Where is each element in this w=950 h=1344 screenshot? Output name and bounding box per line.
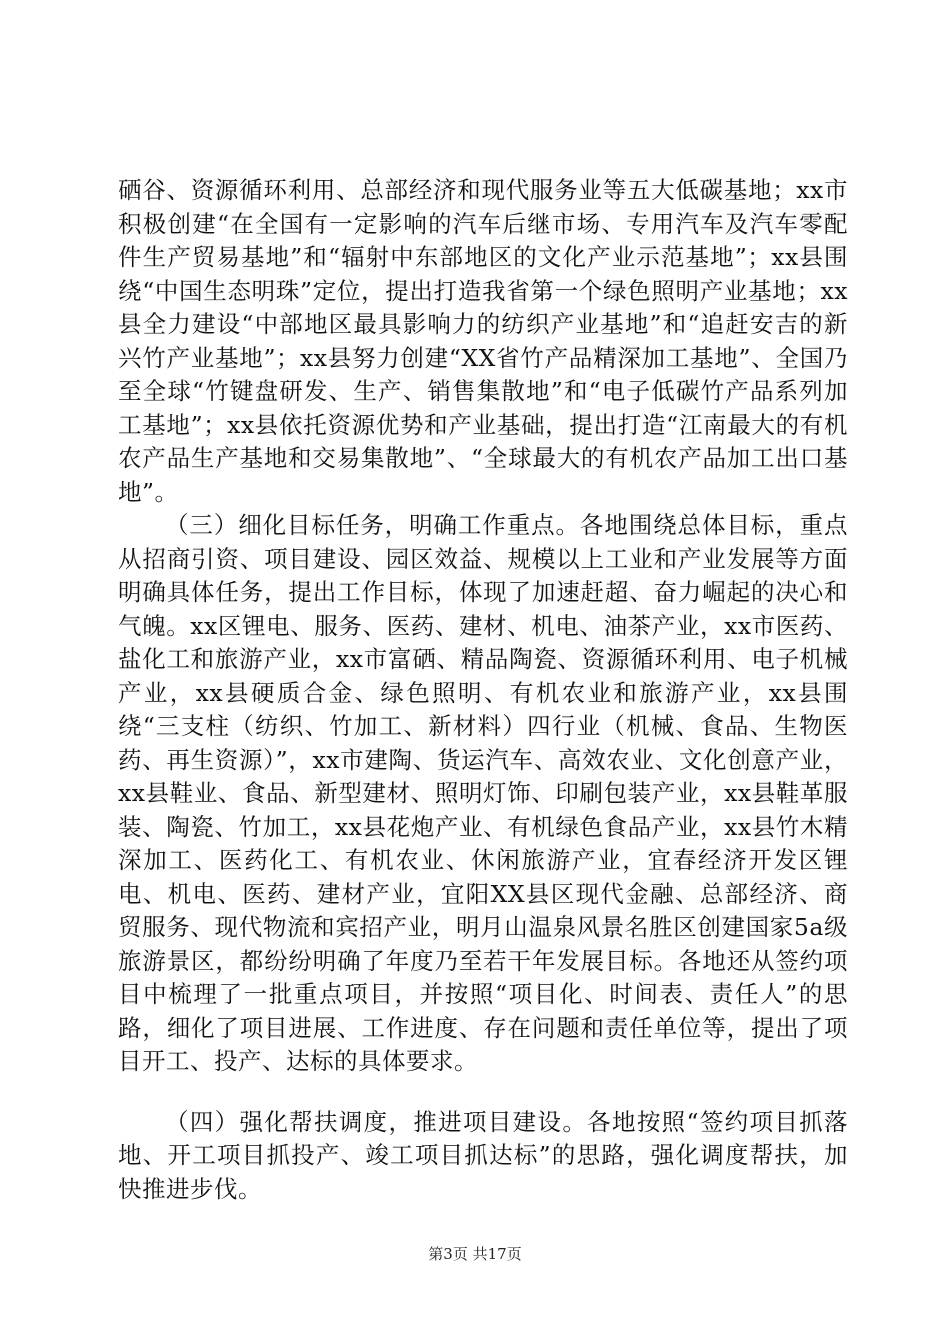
document-body: [118, 174, 848, 1206]
paragraph-continued: 硒谷、资源循环利用、总部经济和现代服务业等五大低碳基地；xx市积极创建“在全国有一定影响的汽车后继市场、专用汽车及汽车零配件生产贸易基地”和“辐射中东部地区的文化产业示范基地”；xx县围绕“中国生态明珠”定位，提出打造我省第一个绿色照明产业基地；xx县全力建设“中部地区最具影响力的纺织产业基地”和“追赶安吉的新兴竹产业基地”；xx县努力创建“XX省竹产品精深加工基地”、全国乃至全球“竹键盘研发、生产、销售集散地”和“电子低碳竹产品系列加工基地”；xx县依托资源优势和产业基础，提出打造“江南最大的有机农产品生产基地和交易集散地”、“全球最大的有机农产品加工出口基地”。: [118, 176, 848, 506]
page-number-footer: 第3页 共17页: [428, 1245, 522, 1263]
paragraph-section-three: （三）细化目标任务，明确工作重点。各地围绕总体目标，重点从招商引资、项目建设、园区效益、规模以上工业和产业发展等方面明确具体任务，提出工作目标，体现了加速赶超、奋力崛起的决心和气魄。xx区锂电、服务、医药、建材、机电、油茶产业，xx市医药、盐化工和旅游产业，xx市富硒、精品陶瓷、资源循环利用、电子机械产业，xx县硬质合金、绿色照明、有机农业和旅游产业，xx县围绕“三支柱（纺织、竹加工、新材料）四行业（机械、食品、生物医药、再生资源）”，xx市建陶、货运汽车、高效农业、文化创意产业，xx县鞋业、食品、新型建材、照明灯饰、印刷包装产业，xx县鞋革服装、陶瓷、竹加工，xx县花炮产业、有机绿色食品产业，xx县竹木精深加工、医药化工、有机农业、休闲旅游产业，宜春经济开发区锂电、机电、医药、建材产业，宜阳XX县区现代金融、总部经济、商贸服务、现代物流和宾招产业，明月山温泉风景名胜区创建国家5a级旅游景区，都纷纷明确了年度乃至若干年发展目标。各地还从签约项目中梳理了一批重点项目，并按照“项目化、时间表、责任人”的思路，细化了项目进展、工作进度、存在问题和责任单位等，提出了项目开工、投产、达标的具体要求。: [118, 511, 848, 1075]
paragraph-section-four: （四）强化帮扶调度，推进项目建设。各地按照“签约项目抓落地、开工项目抓投产、竣工项目抓达标”的思路，强化调度帮扶，加快推进步伐。: [118, 1107, 848, 1203]
